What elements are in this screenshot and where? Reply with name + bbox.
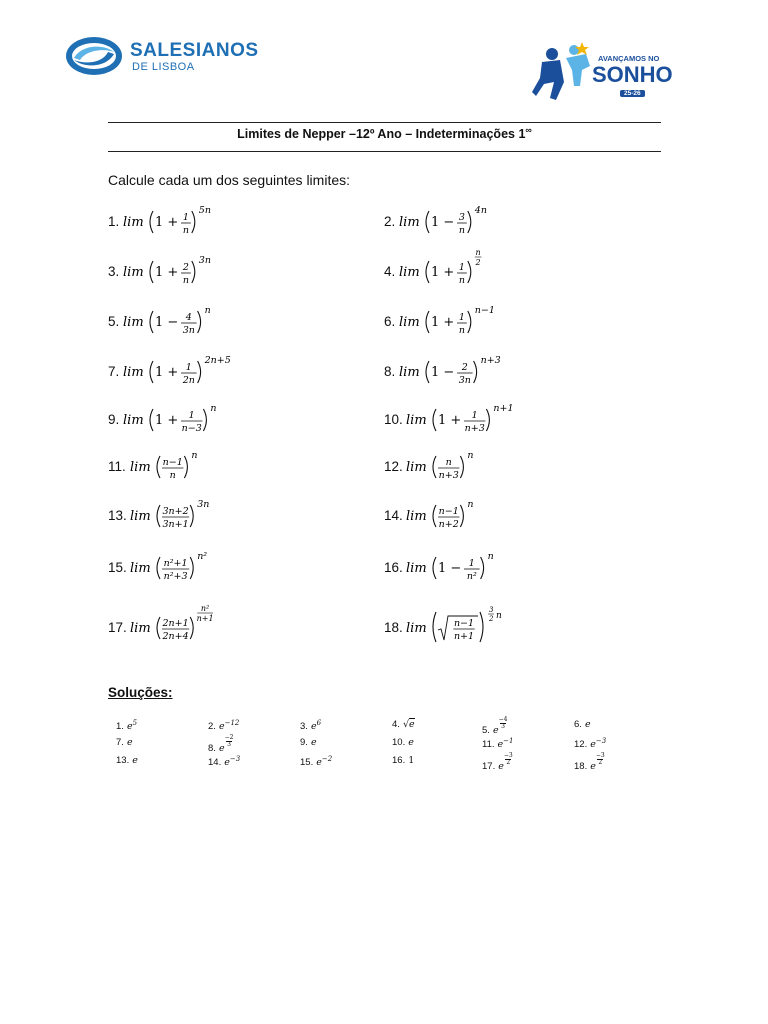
- solution-5: 5. e−4 3: [482, 716, 508, 736]
- svg-text:n: n: [458, 275, 465, 286]
- svg-text:n: n: [487, 551, 494, 562]
- solution-13: 13. e: [116, 755, 138, 766]
- svg-text:n−1: n−1: [453, 618, 475, 629]
- solution-17: 17. e−3 2: [482, 752, 513, 772]
- exercise-number: 8.: [384, 364, 396, 379]
- svg-text:4n: 4n: [474, 205, 487, 216]
- exercise-math: [406, 494, 556, 540]
- svg-text:n: n: [191, 450, 198, 461]
- exercise-math: [123, 300, 273, 346]
- exercise-math: [123, 398, 273, 444]
- svg-text:lim: lim: [406, 413, 427, 428]
- solution-number: 7.: [116, 737, 124, 748]
- solution-15: 15. $e^{-2}$: [300, 755, 333, 769]
- exercise-number: 10.: [384, 412, 403, 427]
- solution-8: 8. e−2 3: [208, 734, 234, 754]
- exercise-number: 15.: [108, 560, 127, 575]
- svg-text:n+3: n+3: [464, 423, 485, 434]
- solution-14: 14. $e^{-3}$: [208, 755, 241, 769]
- svg-text:1 +: 1 +: [155, 413, 179, 428]
- svg-text:3n+2: 3n+2: [162, 506, 189, 517]
- svg-text:lim: lim: [123, 413, 144, 428]
- svg-text:lim: lim: [399, 365, 420, 380]
- svg-text:1: 1: [468, 558, 475, 569]
- exercise-number: 9.: [108, 412, 120, 427]
- solution-16: 16. 1: [392, 755, 415, 766]
- svg-text:lim: lim: [130, 460, 151, 475]
- svg-text:n²: n²: [200, 604, 210, 613]
- page-title: [108, 125, 661, 141]
- solution-number: 8.: [208, 743, 216, 754]
- exercise-number: 12.: [384, 459, 403, 474]
- svg-text:n+1: n+1: [196, 614, 214, 623]
- svg-text:2n+4: 2n+4: [162, 631, 189, 642]
- svg-text:1 −: 1 −: [438, 561, 462, 576]
- solution-number: 15.: [300, 757, 314, 769]
- svg-text:2: 2: [489, 615, 494, 623]
- svg-text:n: n: [458, 325, 465, 336]
- svg-text:2: 2: [475, 258, 481, 267]
- svg-text:3n: 3n: [182, 325, 195, 336]
- title-bottom-rule: [108, 151, 661, 152]
- campaign-year: 25-26: [620, 90, 645, 97]
- solution-4: 4. √e: [392, 719, 415, 730]
- svg-text:4: 4: [185, 312, 192, 323]
- exercise-math: [399, 300, 549, 346]
- exercise-math: [130, 606, 280, 652]
- sonho-figures-icon: [530, 40, 600, 108]
- exercise-number: 3.: [108, 264, 120, 279]
- svg-text:n+2: n+2: [438, 519, 459, 530]
- svg-text:1: 1: [182, 212, 189, 223]
- solution-9: 9. e: [300, 737, 317, 748]
- svg-text:2n+5: 2n+5: [204, 355, 231, 366]
- solution-number: 10.: [392, 737, 406, 748]
- svg-text:n: n: [210, 403, 217, 414]
- svg-text:lim: lim: [123, 215, 144, 230]
- exercise-math: [399, 200, 549, 246]
- solution-3: 3. $e^6$: [300, 719, 322, 733]
- svg-text:lim: lim: [406, 509, 427, 524]
- solution-number: 17.: [482, 761, 496, 772]
- svg-text:n: n: [467, 450, 474, 461]
- svg-text:n−1: n−1: [474, 305, 495, 316]
- svg-text:n: n: [467, 499, 474, 510]
- svg-text:n: n: [445, 457, 452, 468]
- salesianos-logo-icon: [64, 34, 124, 78]
- solution-7: 7. e: [116, 737, 133, 748]
- exercise-number: 2.: [384, 214, 396, 229]
- svg-text:1 +: 1 +: [155, 365, 179, 380]
- svg-text:lim: lim: [406, 561, 427, 576]
- svg-text:3n: 3n: [197, 499, 210, 510]
- svg-text:n²: n²: [197, 551, 208, 562]
- svg-text:1: 1: [185, 362, 192, 373]
- svg-text:lim: lim: [399, 315, 420, 330]
- solution-number: 4.: [392, 719, 400, 730]
- title-top-rule: [108, 122, 661, 123]
- brand-sub: DE LISBOA: [132, 61, 195, 73]
- exercise-math: [406, 398, 556, 444]
- svg-text:lim: lim: [399, 215, 420, 230]
- svg-text:n+1: n+1: [493, 403, 514, 414]
- exercise-math: [399, 350, 549, 396]
- exercise-number: 11.: [108, 459, 126, 474]
- svg-text:1 +: 1 +: [431, 315, 455, 330]
- svg-text:3: 3: [489, 606, 494, 614]
- solution-10: 10. e: [392, 737, 414, 748]
- campaign-top: AVANÇAMOS NO: [598, 54, 660, 63]
- svg-text:1: 1: [188, 410, 195, 421]
- svg-text:lim: lim: [406, 621, 427, 636]
- solution-11: 11. $e^{-1}$: [482, 737, 514, 751]
- svg-text:n: n: [182, 225, 189, 236]
- solution-2: 2. $e^{-12}$: [208, 719, 240, 733]
- solution-18: 18. e−3 2: [574, 752, 605, 772]
- exercise-math: [130, 445, 280, 491]
- solution-number: 14.: [208, 757, 222, 769]
- svg-text:n: n: [169, 470, 176, 481]
- campaign-logo: [530, 40, 680, 108]
- svg-text:n: n: [182, 275, 189, 286]
- svg-text:n: n: [458, 225, 465, 236]
- exercise-number: 13.: [108, 508, 127, 523]
- svg-text:2n+1: 2n+1: [162, 618, 189, 629]
- solution-number: 11.: [482, 739, 495, 751]
- svg-text:lim: lim: [123, 365, 144, 380]
- exercise-math: [123, 250, 273, 296]
- svg-text:n+1: n+1: [453, 631, 475, 642]
- svg-text:1 +: 1 +: [431, 265, 455, 280]
- svg-text:n: n: [475, 248, 481, 257]
- solution-6: 6. e: [574, 719, 591, 730]
- svg-text:1 +: 1 +: [438, 413, 462, 428]
- svg-text:n−1: n−1: [162, 457, 183, 468]
- solution-number: 12.: [574, 739, 588, 751]
- svg-text:n: n: [496, 611, 502, 621]
- svg-text:n²+1: n²+1: [163, 558, 188, 569]
- solution-number: 2.: [208, 721, 216, 733]
- svg-text:2: 2: [461, 362, 468, 373]
- svg-text:lim: lim: [130, 621, 151, 636]
- svg-text:n−3: n−3: [181, 423, 202, 434]
- solution-number: 18.: [574, 761, 588, 772]
- svg-text:1: 1: [458, 262, 465, 273]
- svg-text:3n+1: 3n+1: [162, 519, 189, 530]
- svg-text:2n: 2n: [182, 375, 195, 386]
- svg-text:1: 1: [471, 410, 478, 421]
- exercise-number: 4.: [384, 264, 396, 279]
- solution-number: 13.: [116, 755, 130, 766]
- solution-number: 5.: [482, 725, 490, 736]
- solution-1: 1. $e^5$: [116, 719, 138, 733]
- svg-text:lim: lim: [399, 265, 420, 280]
- instruction: Calcule cada um dos seguintes limites:: [108, 172, 351, 188]
- exercise-number: 17.: [108, 620, 127, 635]
- svg-text:3n: 3n: [458, 375, 471, 386]
- solutions-title: Soluções:: [108, 685, 173, 700]
- svg-text:lim: lim: [130, 509, 151, 524]
- exercise-math: [406, 606, 556, 652]
- svg-text:1 +: 1 +: [155, 215, 179, 230]
- exercise-number: 7.: [108, 364, 120, 379]
- solution-number: 16.: [392, 755, 406, 766]
- exercise-number: 18.: [384, 620, 403, 635]
- brand-name: SALESIANOS: [130, 40, 259, 61]
- svg-text:n²+3: n²+3: [163, 571, 188, 582]
- title-text: Limites de Nepper –12º Ano – Indeterminações 1: [237, 127, 526, 142]
- solution-12: 12. $e^{-3}$: [574, 737, 607, 751]
- solution-number: 1.: [116, 721, 124, 733]
- solution-number: 6.: [574, 719, 582, 730]
- exercise-number: 5.: [108, 314, 120, 329]
- svg-text:1 −: 1 −: [431, 365, 455, 380]
- exercise-math: [399, 250, 549, 296]
- solution-number: 3.: [300, 721, 308, 733]
- solution-number: 9.: [300, 737, 308, 748]
- exercise-math: [406, 546, 556, 592]
- svg-text:lim: lim: [130, 561, 151, 576]
- svg-text:n+3: n+3: [438, 470, 459, 481]
- svg-text:1 −: 1 −: [155, 315, 179, 330]
- exercise-math: [123, 350, 273, 396]
- campaign-main: SONHO: [592, 62, 673, 87]
- exercise-number: 6.: [384, 314, 396, 329]
- svg-text:n−1: n−1: [438, 506, 459, 517]
- exercise-math: [130, 494, 280, 540]
- exercise-number: 14.: [384, 508, 403, 523]
- exercise-number: 1.: [108, 214, 120, 229]
- svg-text:3n: 3n: [198, 255, 211, 266]
- exercise-math: [130, 546, 280, 592]
- svg-text:n: n: [204, 305, 211, 316]
- exercise-math: [406, 445, 556, 491]
- svg-text:1: 1: [458, 312, 465, 323]
- svg-text:1 −: 1 −: [431, 215, 455, 230]
- svg-text:n²: n²: [466, 571, 477, 582]
- title-superscript: ∞: [525, 125, 532, 135]
- svg-text:n+3: n+3: [480, 355, 501, 366]
- svg-text:3: 3: [458, 212, 465, 223]
- svg-text:5n: 5n: [198, 205, 211, 216]
- svg-text:1 +: 1 +: [155, 265, 179, 280]
- exercise-number: 16.: [384, 560, 403, 575]
- svg-text:2: 2: [182, 262, 189, 273]
- svg-text:lim: lim: [123, 265, 144, 280]
- svg-text:lim: lim: [123, 315, 144, 330]
- exercise-math: [123, 200, 273, 246]
- svg-text:lim: lim: [406, 460, 427, 475]
- brand-logo: [64, 34, 259, 78]
